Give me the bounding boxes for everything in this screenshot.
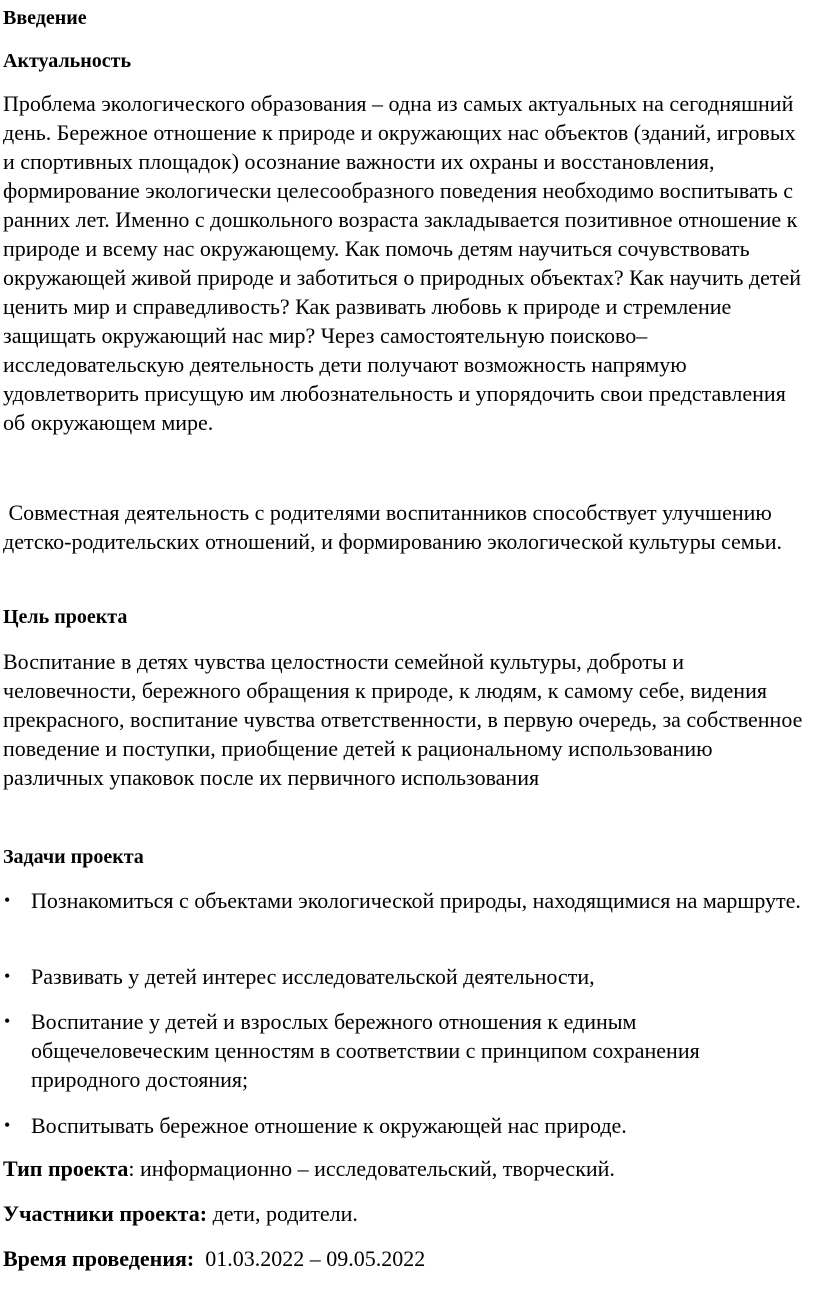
task-text: Познакомиться с объектами экологической природы, находящимися на маршруте. (31, 888, 801, 913)
participants-label: Участники проекта: (3, 1201, 208, 1226)
project-type-line (3, 1154, 615, 1183)
heading-tasks: Задачи проекта (3, 846, 144, 868)
heading-relevance: Актуальность (3, 50, 132, 72)
project-type-label: Тип проекта (3, 1156, 129, 1181)
list-item (3, 1111, 811, 1140)
participants-line (3, 1199, 358, 1228)
list-item (3, 1007, 801, 1094)
goal-paragraph: Воспитание в детях чувства целостности семейной культуры, доброты и человечности, бережного обращения к природе, к людям, к самому себе, видения прекрасного, воспитание чувства ответственности, в первую очередь, за собственное поведение и поступки, приобщение детей к рациональному использованию различных упаковок после их первичного использования (3, 649, 803, 790)
duration-label: Время проведения: (3, 1246, 195, 1271)
bullet-icon: • (4, 1011, 11, 1031)
participants-value: дети, родители. (207, 1201, 358, 1226)
bullet-icon: • (4, 966, 11, 986)
relevance-paragraph-2: Совместная деятельность с родителями воспитанников способствует улучшению детско-родительских отношений, и формированию экологической культуры семьи. (3, 500, 783, 554)
task-text: Развивать у детей интерес исследовательской деятельности, (31, 964, 595, 989)
relevance-paragraph-1: Проблема экологического образования – одна из самых актуальных на сегодняшний день. Бережное отношение к природе и окружающих нас объектов (зданий, игровых и спортивных площадок) осознание важности их охраны и восстановления, формирование экологически целесообразного поведения необходимо воспитывать с ранних лет. Именно с дошкольного возраста закладывается позитивное отношение к природе и всему нас окружающему. Как помочь детям научиться сочувствовать окружающей живой природе и заботиться о природных объектах? Как научить детей ценить мир и справедливость? Как развивать любовь к природе и стремление защищать окружающий нас мир? Через самостоятельную поисково–исследовательскую деятельность дети получают возможность напрямую удовлетворить присущую им любознательность и упорядочить свои представления об окружающем мире. (3, 91, 802, 435)
heading-goal: Цель проекта (3, 606, 128, 628)
list-item (3, 886, 801, 915)
list-item (3, 962, 811, 991)
bullet-icon: • (4, 1115, 11, 1135)
duration-line (3, 1244, 425, 1273)
task-text: Воспитание у детей и взрослых бережного отношения к единым общечеловеческим ценностям в соответствии с принципом сохранения природного достояния; (31, 1009, 700, 1092)
bullet-icon: • (4, 890, 11, 910)
project-type-value: : информационно – исследовательский, творческий. (128, 1156, 615, 1181)
task-text: Воспитывать бережное отношение к окружающей нас природе. (31, 1113, 627, 1138)
heading-intro: Введение (3, 7, 87, 29)
duration-value: 01.03.2022 – 09.05.2022 (194, 1246, 426, 1271)
